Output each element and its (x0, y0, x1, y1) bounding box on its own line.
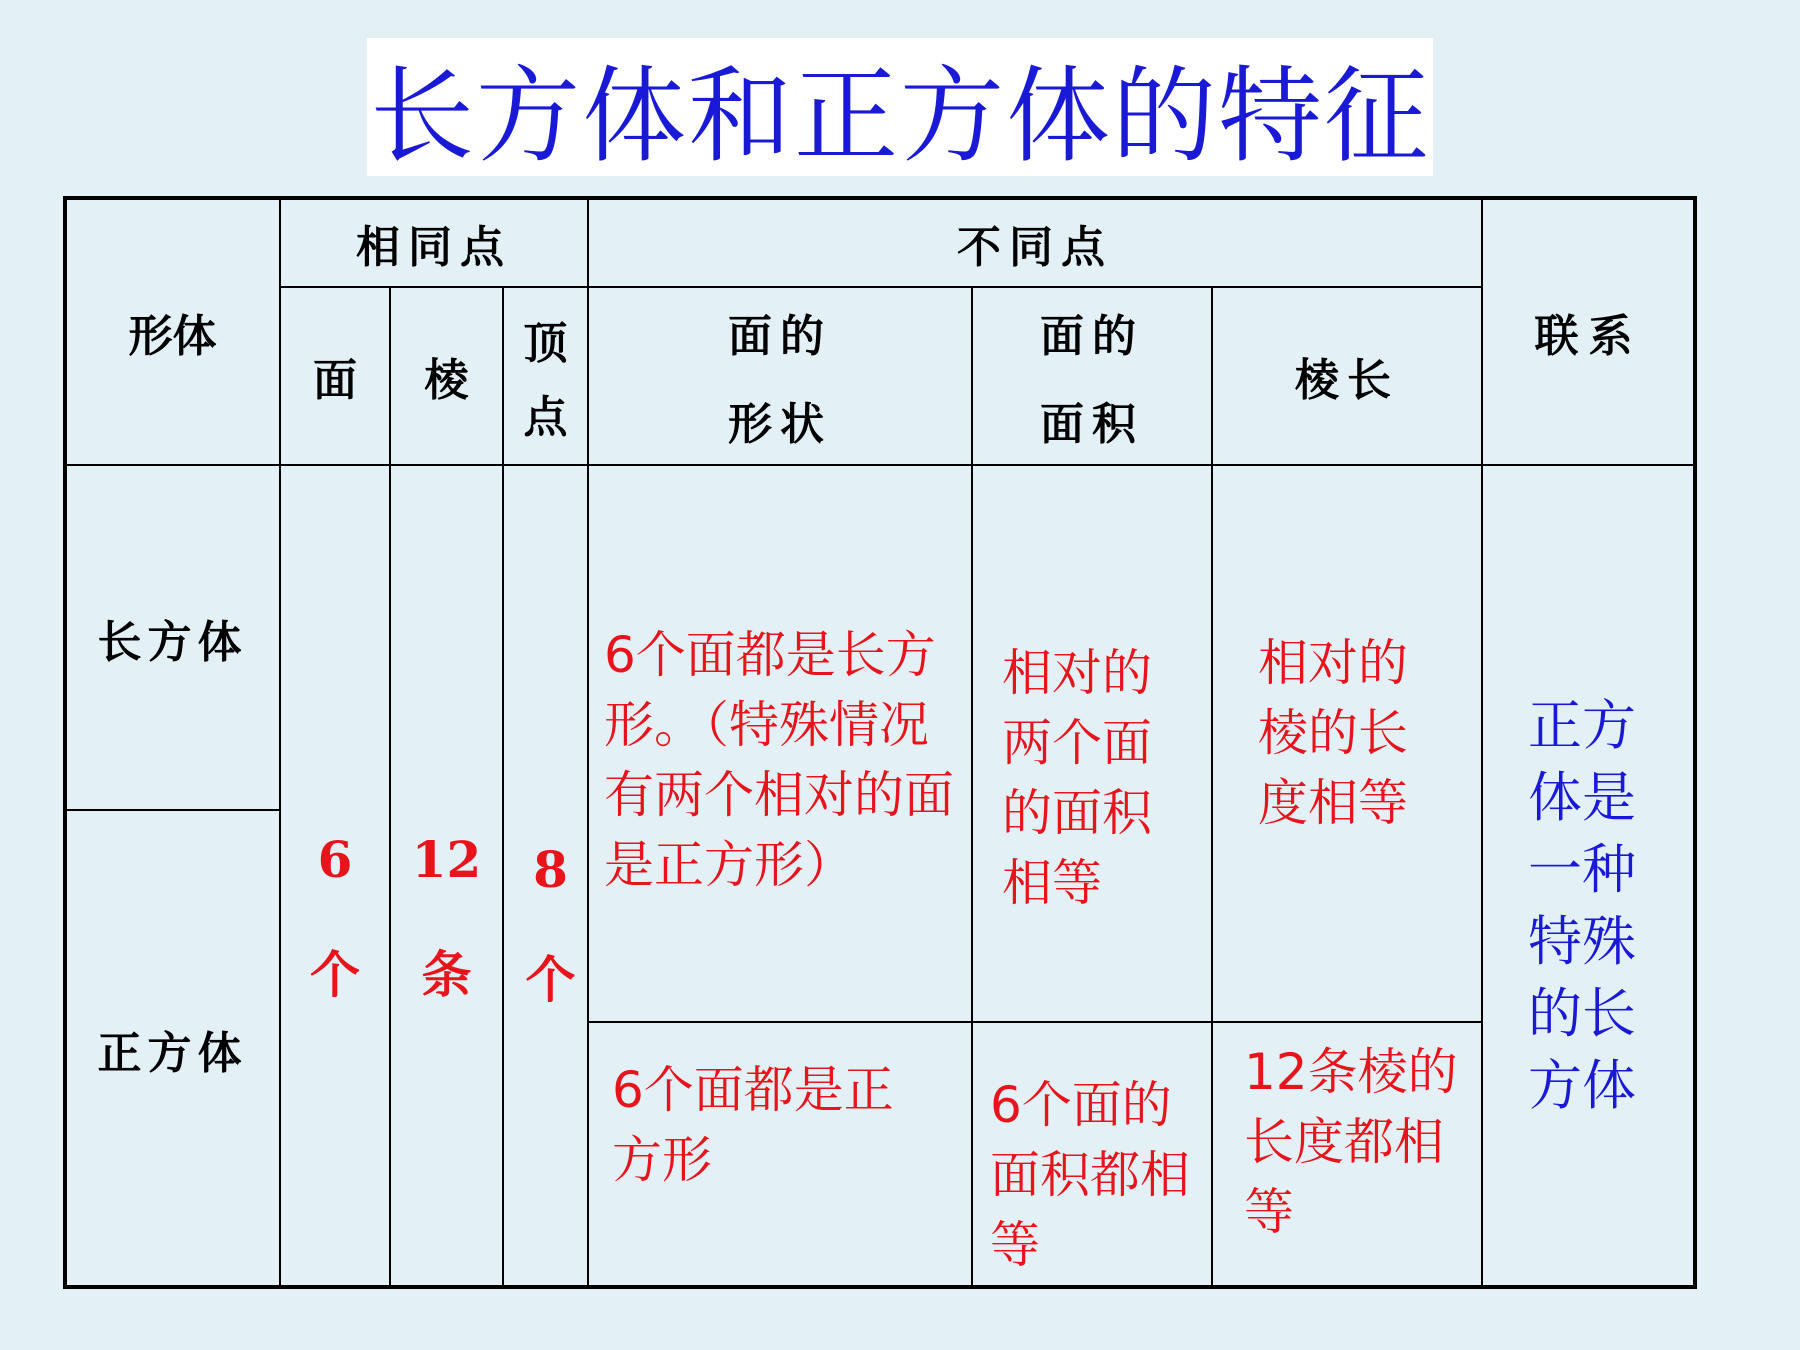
header-relation-text: 联系 (1534, 310, 1643, 362)
header-face-area-text-1: 面的 (1040, 311, 1144, 362)
faces-count-unit: 个 (310, 945, 360, 1004)
vertices-count-unit: 个 (525, 950, 576, 1009)
header-face-shape-text-2: 形状 (728, 399, 832, 450)
header-edges (390, 287, 503, 465)
vertices-count-number: 8 (533, 840, 568, 899)
header-faces (280, 287, 390, 465)
cuboid-edge-length: 相对的棱的长度相等 (1258, 634, 1408, 832)
cuboid-face-area: 相对的两个面的面积相等 (1002, 644, 1152, 912)
header-face-area (972, 287, 1212, 465)
header-edge-length (1212, 287, 1482, 465)
row-label-cube-text: 正方体 (97, 1027, 248, 1079)
row-label-cube (65, 810, 280, 1287)
header-shape-text: 形体 (128, 310, 217, 362)
page-title: 长方体和正方体的特征 (369, 55, 1430, 177)
header-face-area-text-2: 面积 (1040, 399, 1144, 450)
cube-face-area: 6个面的面积都相等 (990, 1076, 1190, 1274)
faces-count-number: 6 (317, 830, 353, 889)
edges-count-number: 12 (411, 830, 482, 889)
header-vertices (503, 287, 588, 465)
header-diff (588, 198, 1482, 287)
header-face-shape-text-1: 面的 (728, 311, 832, 362)
header-edge-length-text: 棱长 (1295, 355, 1399, 406)
header-same (280, 198, 588, 287)
header-vertices-text-1: 顶 (523, 318, 568, 369)
header-shape (65, 198, 280, 465)
cube-edge-length: 12条棱的长度都相等 (1244, 1043, 1458, 1241)
row-label-cuboid-text: 长方体 (97, 616, 248, 668)
header-vertices-text-2: 点 (523, 392, 568, 443)
header-same-text: 相同点 (356, 221, 512, 273)
header-relation (1482, 198, 1695, 465)
header-diff-text: 不同点 (957, 221, 1113, 273)
vertices-count-cell (503, 465, 588, 1287)
cube-face-shape: 6个面都是正方形 (612, 1061, 894, 1189)
header-edges-text: 棱 (424, 355, 469, 406)
header-faces-text: 面 (313, 355, 357, 406)
faces-count-cell (280, 465, 390, 1287)
cuboid-face-shape: 6个面都是长方形。（特殊情况有两个相对的面是正方形） (604, 626, 954, 894)
header-face-shape (588, 287, 972, 465)
row-label-cuboid (65, 465, 280, 810)
relation-text: 正方体是一种特殊的长方体 (1528, 694, 1636, 1117)
edges-count-cell (390, 465, 503, 1287)
edges-count-unit: 条 (421, 945, 472, 1004)
